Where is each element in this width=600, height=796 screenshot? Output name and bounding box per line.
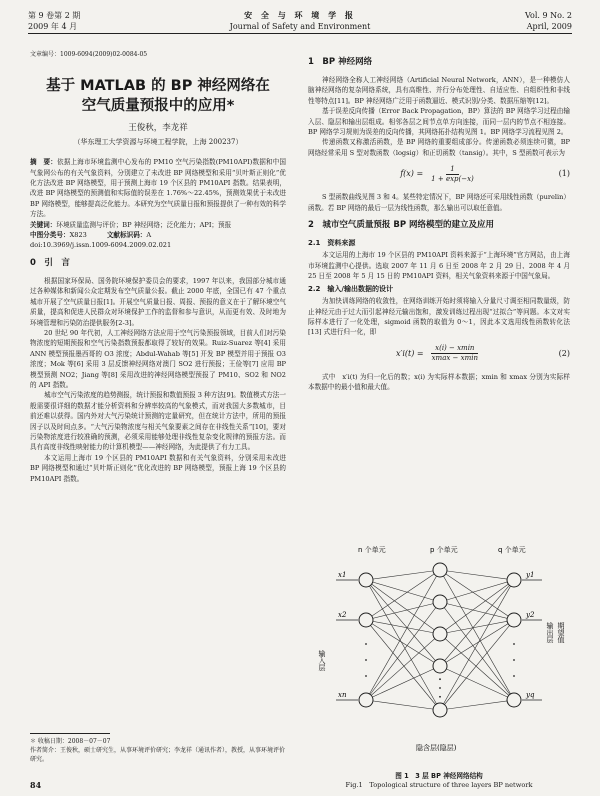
section-2-2-paragraph-2: 式中 x′i(t) 为归一化后的数；x(i) 为实际样本数据；xmin 和 xmax 分别为实际样本数据中的最小值和最大值。 bbox=[308, 372, 570, 392]
hidden-node bbox=[433, 703, 447, 717]
input-variable-label: xn bbox=[338, 691, 347, 699]
connection-line bbox=[366, 602, 440, 700]
clc bbox=[30, 230, 87, 240]
input-node bbox=[359, 693, 373, 707]
section-1-heading: 1 BP 神经网络 bbox=[308, 57, 373, 67]
connection-line bbox=[440, 602, 514, 700]
connection-line bbox=[366, 602, 440, 620]
abstract-block bbox=[30, 157, 286, 251]
equation-1-number: (1) bbox=[558, 169, 570, 179]
keywords-text: 环境质量监测与评价；BP 神经网络；泛化能力；API；预报 bbox=[56, 220, 232, 229]
ellipsis-dot bbox=[513, 675, 515, 677]
equation-2 bbox=[308, 342, 570, 366]
connection-line bbox=[440, 666, 514, 700]
ellipsis-dot bbox=[439, 687, 441, 689]
equation-1-lhs: f(x) = bbox=[400, 169, 424, 179]
section-1-paragraph-1: 神经网络全称人工神经网络（Artificial Neural Network，ANN），是一种模仿人脑神经网络的复杂网络系统，具有高维性、并行分布处理性、自适应性、自组织性和非线性等特点[11]。BP 神经网络广泛用于函数逼近、模式识别/分类、数据压缩等[12]。 bbox=[308, 76, 570, 105]
connection-line bbox=[440, 570, 514, 620]
equation-1 bbox=[308, 162, 570, 186]
footnote-author-bio: 作者简介：王俊秋，硕士研究生，从事环境评价研究；李龙祥（通讯作者），教授，从事环境评价研究。 bbox=[30, 747, 286, 763]
output-variable-label: y1 bbox=[526, 571, 535, 579]
hidden-node bbox=[433, 563, 447, 577]
section-0-heading: 0 引 言 bbox=[30, 257, 70, 268]
connection-line bbox=[366, 580, 440, 602]
keywords bbox=[30, 220, 286, 230]
connection-line bbox=[366, 580, 440, 666]
abstract-text: 依据上海市环境监测中心发布的 PM10 空气污染指数(PM10API)数据和中国气象网公布的有关气象资料，分别建立了未改进 BP 网络模型和采用“贝叶斯正则化”优化方法改进 BP 网络模型，用于预测上海市 19 个区县的 PM10API 指数。结果表明，改进 BP 网络模型的预测值和实际值的误差在 1.76%～22.45%，预测效果优于未改进 BP 网络模型，能够提高泛化能力。本研究为空气质量日报和预报提供了一种有效的科学方法。 bbox=[30, 158, 287, 219]
equation-2-lhs: x′i(t) = bbox=[396, 348, 424, 358]
connection-line bbox=[366, 570, 440, 700]
input-variable-label: x2 bbox=[338, 611, 347, 619]
header-volume-en: Vol. 9 No. 2 bbox=[525, 11, 572, 20]
figure-1-caption-en: Fig.1 Topological structure of three layers BP network bbox=[345, 781, 533, 789]
ellipsis-dot bbox=[513, 659, 515, 661]
connection-line bbox=[440, 570, 514, 580]
equation-1-fraction bbox=[427, 165, 478, 184]
left-column bbox=[30, 50, 286, 484]
title-line-1: 基于 MATLAB 的 BP 神经网络在 bbox=[46, 78, 270, 95]
section-1-paragraph-2: 基于误差反向传播（Error Back Propagation，BP）算法的 BP 网络学习过程由输入层、隐层和输出层组成。相邻各层之间节点单方向连接，而同一层内的节点不相连接。BP 网络学习规则为误差的反向传播，其网络拓扑结构见图 1。BP 网络学习流程见图 2。 bbox=[308, 107, 570, 137]
equation-1-numerator: 1 bbox=[446, 165, 458, 175]
input-units-label: n 个单元 bbox=[358, 546, 386, 554]
ellipsis-dot bbox=[365, 675, 367, 677]
network-nodes bbox=[336, 563, 542, 717]
equation-2-number: (2) bbox=[558, 348, 570, 358]
section-2-1-heading: 2.1 资料来源 bbox=[308, 239, 356, 248]
header-center bbox=[28, 10, 572, 32]
section-0-paragraph-4: 本文运用上海市 19 个区县的 PM10API 数据和有关气象资料，分别采用未改进 BP 网络模型和通过“贝叶斯正则化”优化改进的 BP 网络模型，预报上海 19 个区县的 PM10API 指数。 bbox=[30, 453, 286, 483]
ellipsis-dot bbox=[439, 696, 441, 698]
header-date-en: April, 2009 bbox=[526, 22, 572, 31]
connection-line bbox=[440, 620, 514, 710]
section-0-paragraph-2: 20 世纪 90 年代初，人工神经网络方法应用于空气污染预报领域，目前人们对污染物浓度的短期预报和空气污染指数预报都取得了较好的效果。Ruiz-Suarez 等[4] 采用 ANN 模型预报墨西哥的 O3 浓度；Abdul-Wahab 等[5] 开发 BP 模型并用于预报 O3 浓度；Mok 等[6] 采用 3 层反馈神经网络对澳门 SO2 进行预报；王俭等[7] 应用 BP 模型预测 NO2；Jiang 等[8] 采用改进的神经网络模型预报了 PM10、SO2 和 NO2 的 API 指数。 bbox=[30, 328, 286, 389]
output-units-label: q 个单元 bbox=[498, 546, 526, 554]
section-0-paragraph-3: 城市空气污染浓度的趋势测报，统计预报和数值预报 3 种方法[9]。数值模式方法一般需要很详细的数据才能分析资料和分辨率较高的气象模式，而对我国大多数城市，目前还难以获得。国内外对大气污染统计预测的定量研究，但在统计方法中，所用的预报因子以及时间点多。“大气污染物浓度与相关气象要素之间存在非线性关系”[10]，要对污染物浓度进行较准确的预测，必须采用能够处理非线性复杂变化规律的预报方法。而具有高度非线性映射能力的计算机模型——神经网络，为此提供了有力工具。 bbox=[30, 391, 286, 452]
section-2-heading: 2 城市空气质量预报 BP 网络模型的建立及应用 bbox=[308, 220, 495, 231]
clc-label: 中图分类号： bbox=[30, 231, 70, 240]
equation-1-denominator: 1 + exp(−x) bbox=[431, 174, 474, 183]
doc-code-label: 文献标识码： bbox=[106, 231, 147, 240]
doc-code bbox=[107, 230, 151, 240]
output-node bbox=[507, 693, 521, 707]
affiliation: （华东理工大学资源与环境工程学院，上海 200237） bbox=[73, 137, 243, 146]
hidden-units-label: p 个单元 bbox=[430, 546, 458, 554]
article-title bbox=[30, 76, 286, 116]
section-2-1-paragraph: 本文运用的上海市 19 个区县的 PM10API 资料来源于“上海环境”官方网站，由上海市环境监测中心提供。选取 2007 年 11 月 6 日至 2008 年 2 月 29 日、2008 年 4 月 25 日至 2008 年 5 月 15 日的 PM10API 资料，相关气象资料来源于中国气象局。 bbox=[308, 251, 570, 281]
header-right bbox=[525, 10, 572, 32]
output-node bbox=[507, 573, 521, 587]
connection-line bbox=[366, 620, 440, 710]
header-volume-cn: 第 9 卷第 2 期 bbox=[28, 11, 81, 20]
doc-code-value: A bbox=[146, 231, 152, 240]
hidden-node bbox=[433, 595, 447, 609]
header-date-cn: 2009 年 4 月 bbox=[28, 22, 78, 31]
input-variable-label: x1 bbox=[338, 571, 347, 579]
header-journal-cn: 安 全 与 环 境 学 报 bbox=[244, 10, 356, 20]
output-node bbox=[507, 613, 521, 627]
connection-line bbox=[366, 580, 440, 634]
input-layer-label: 输入层 bbox=[318, 650, 326, 671]
article-number: 文章编号：1009-6094(2009)02-0084-05 bbox=[30, 51, 148, 58]
section-0-paragraph-1: 根据国家环保局、国务院环境保护委员会的要求，1997 年以来，我国部分城市通过各种媒体和新闻公众定期发布空气质量公报。截止 2000 年底，全国已有 47 个重点城市开展了空气质量日报[1]。开展空气质量日报、周报、预报的意义在于了解环境空气质量，提高和促进人民群众对环境保护工作的监督和参与意识，从而更有效、及时地为环境管理和污染防治提供服务[2-3]。 bbox=[30, 276, 286, 327]
connection-line bbox=[366, 700, 440, 710]
connection-line bbox=[440, 570, 514, 700]
title-line-2: 空气质量预报中的应用* bbox=[81, 98, 235, 115]
connection-line bbox=[366, 570, 440, 620]
connection-line bbox=[366, 666, 440, 700]
ellipsis-dot bbox=[513, 643, 515, 645]
figure-1 bbox=[318, 540, 568, 760]
input-node bbox=[359, 573, 373, 587]
bp-network-diagram bbox=[318, 540, 568, 760]
input-node bbox=[359, 613, 373, 627]
hidden-node bbox=[433, 627, 447, 641]
connection-line bbox=[440, 580, 514, 666]
equation-2-numerator: x(i) − xmin bbox=[431, 344, 478, 354]
page-number: 84 bbox=[30, 780, 42, 790]
connection-line bbox=[440, 580, 514, 602]
footnote bbox=[30, 733, 286, 764]
connection-line bbox=[440, 700, 514, 710]
section-1-paragraph-3: 传递函数又称激活函数，是 BP 网络的重要组成部分。传递函数必须连续可微，BP 网络经常采用 S 型对数函数（logsig）和正切函数（tansig）。其中，S 型函数可表示为 bbox=[308, 138, 570, 157]
clc-value: X823 bbox=[69, 231, 87, 240]
output-variable-label: y2 bbox=[526, 611, 535, 619]
authors: 王俊秋，李龙祥 bbox=[128, 123, 188, 134]
right-column bbox=[308, 50, 570, 393]
abstract bbox=[30, 157, 286, 219]
footnote-received-date: ＊ 收稿日期：2008－07－07 bbox=[30, 738, 111, 745]
equation-2-denominator: xmax − xmin bbox=[431, 354, 478, 363]
header-rule bbox=[28, 33, 572, 34]
connection-line bbox=[440, 580, 514, 634]
output-layer-label: 输出层 bbox=[546, 622, 554, 643]
output-variable-label: yq bbox=[526, 691, 535, 699]
hidden-node bbox=[433, 659, 447, 673]
abstract-label: 摘 要： bbox=[30, 158, 57, 167]
section-2-2-paragraph-1: 为加快训练网络的收敛性，在网络训练开始时须将输入分量尺寸调至相同数量级，防止神经元由于过大而引起神经元输出饱和，激发训练过程出现“过拟合”等问题。本文对实际样本进行了一化处理，sigmoid 函数的取值为 0～1，因此本文选用线性函数转化法[13] 式进行归一化，即 bbox=[308, 297, 570, 337]
ellipsis-dot bbox=[365, 659, 367, 661]
keywords-label: 关键词： bbox=[30, 220, 57, 229]
classification-row bbox=[30, 230, 286, 240]
doi: doi:10.3969/j.issn.1009-6094.2009.02.021 bbox=[30, 241, 172, 250]
ellipsis-dot bbox=[439, 678, 441, 680]
section-2-2-heading: 2.2 输入/输出数据的设计 bbox=[308, 284, 393, 293]
equation-2-fraction bbox=[428, 344, 482, 363]
footnote-rule bbox=[30, 733, 110, 734]
figure-1-caption bbox=[308, 772, 570, 790]
connection-line bbox=[366, 570, 440, 580]
figure-1-caption-cn: 图 1 3 层 BP 神经网络结构 bbox=[395, 772, 483, 780]
expected-value-label: 期望值 bbox=[557, 622, 565, 643]
hidden-layer-label: 隐含层(隐层) bbox=[416, 744, 457, 752]
section-1-paragraph-4: S 型函数曲线见图 3 和 4。某些特定情况下，BP 网络还可采用线性函数（purelin）函数。若 BP 网络的最后一层为线性函数，那么输出可以取任意值。 bbox=[308, 193, 570, 212]
connection-line bbox=[440, 602, 514, 620]
header-journal-en: Journal of Safety and Environment bbox=[229, 22, 371, 31]
ellipsis-dot bbox=[365, 643, 367, 645]
